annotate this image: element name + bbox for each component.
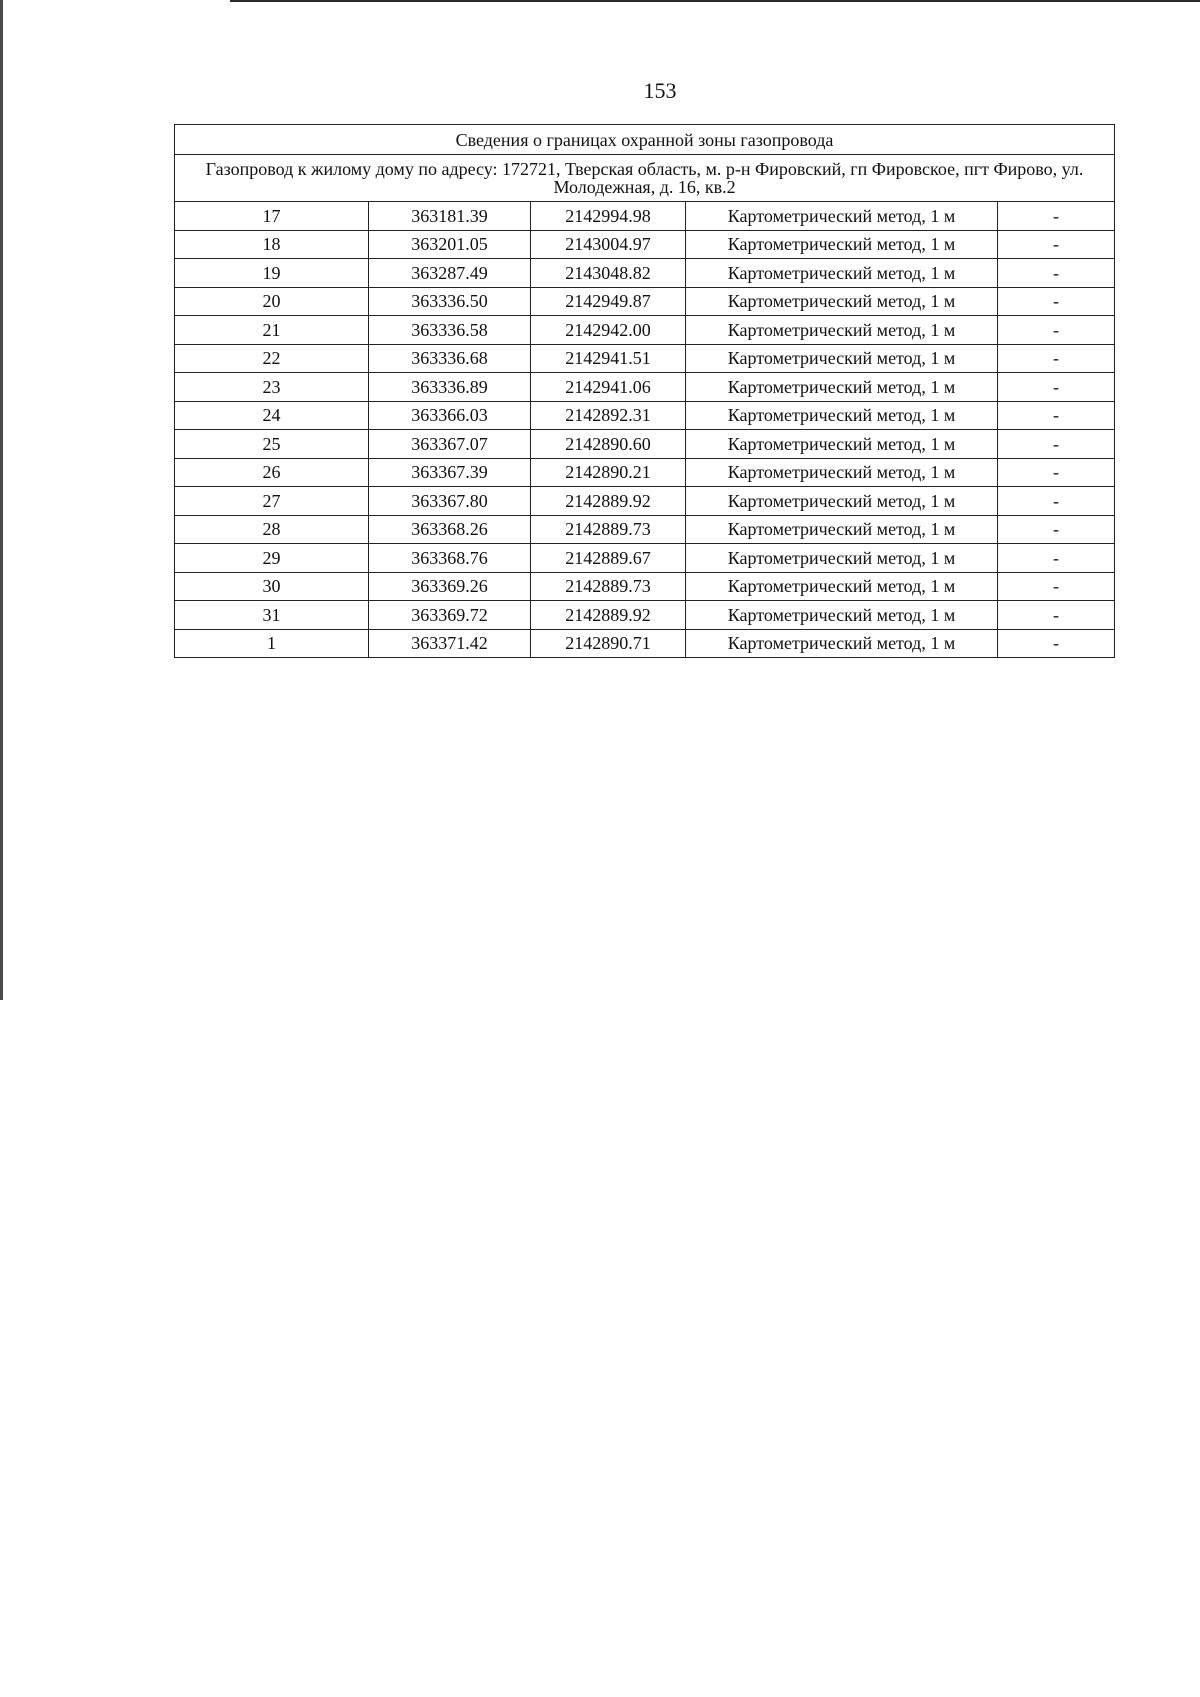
table-row — [175, 629, 1115, 658]
table-title-row — [175, 125, 1115, 155]
y-coordinate-cell: 2143004.97 — [531, 230, 686, 259]
y-coordinate-cell: 2142892.31 — [531, 401, 686, 430]
y-coordinate-cell: 2142889.73 — [531, 515, 686, 544]
x-coordinate-cell: 363368.26 — [369, 515, 531, 544]
method-cell: Картометрический метод, 1 м — [686, 458, 998, 487]
note-cell: - — [998, 544, 1115, 573]
method-cell: Картометрический метод, 1 м — [686, 287, 998, 316]
method-cell: Картометрический метод, 1 м — [686, 344, 998, 373]
point-number-cell: 20 — [175, 287, 369, 316]
scan-edge-left — [0, 0, 3, 1000]
method-cell: Картометрический метод, 1 м — [686, 544, 998, 573]
note-cell: - — [998, 487, 1115, 516]
x-coordinate-cell: 363336.50 — [369, 287, 531, 316]
point-number-cell: 22 — [175, 344, 369, 373]
table-row — [175, 287, 1115, 316]
point-number-cell: 23 — [175, 373, 369, 402]
point-number-cell: 17 — [175, 202, 369, 231]
method-cell: Картометрический метод, 1 м — [686, 601, 998, 630]
note-cell: - — [998, 601, 1115, 630]
method-cell: Картометрический метод, 1 м — [686, 430, 998, 459]
x-coordinate-cell: 363367.39 — [369, 458, 531, 487]
point-number-cell: 24 — [175, 401, 369, 430]
x-coordinate-cell: 363367.07 — [369, 430, 531, 459]
method-cell: Картометрический метод, 1 м — [686, 515, 998, 544]
method-cell: Картометрический метод, 1 м — [686, 401, 998, 430]
point-number-cell: 26 — [175, 458, 369, 487]
point-number-cell: 28 — [175, 515, 369, 544]
table-subtitle-row — [175, 155, 1115, 202]
x-coordinate-cell: 363336.68 — [369, 344, 531, 373]
y-coordinate-cell: 2142949.87 — [531, 287, 686, 316]
scan-edge-top — [230, 0, 1200, 2]
table-row — [175, 401, 1115, 430]
method-cell: Картометрический метод, 1 м — [686, 572, 998, 601]
note-cell: - — [998, 572, 1115, 601]
note-cell: - — [998, 401, 1115, 430]
note-cell: - — [998, 629, 1115, 658]
method-cell: Картометрический метод, 1 м — [686, 230, 998, 259]
method-cell: Картометрический метод, 1 м — [686, 202, 998, 231]
y-coordinate-cell: 2142994.98 — [531, 202, 686, 231]
table-row — [175, 487, 1115, 516]
y-coordinate-cell: 2142889.67 — [531, 544, 686, 573]
x-coordinate-cell: 363181.39 — [369, 202, 531, 231]
y-coordinate-cell: 2142941.51 — [531, 344, 686, 373]
x-coordinate-cell: 363336.89 — [369, 373, 531, 402]
y-coordinate-cell: 2142890.21 — [531, 458, 686, 487]
table-row — [175, 515, 1115, 544]
x-coordinate-cell: 363287.49 — [369, 259, 531, 288]
method-cell: Картометрический метод, 1 м — [686, 487, 998, 516]
method-cell: Картометрический метод, 1 м — [686, 259, 998, 288]
y-coordinate-cell: 2142889.92 — [531, 487, 686, 516]
note-cell: - — [998, 259, 1115, 288]
table-row — [175, 373, 1115, 402]
point-number-cell: 30 — [175, 572, 369, 601]
table-body — [175, 125, 1115, 658]
table-title: Сведения о границах охранной зоны газопровода — [175, 125, 1115, 155]
table-row — [175, 430, 1115, 459]
table-row — [175, 202, 1115, 231]
note-cell: - — [998, 373, 1115, 402]
note-cell: - — [998, 287, 1115, 316]
note-cell: - — [998, 515, 1115, 544]
x-coordinate-cell: 363366.03 — [369, 401, 531, 430]
note-cell: - — [998, 458, 1115, 487]
method-cell: Картометрический метод, 1 м — [686, 373, 998, 402]
note-cell: - — [998, 344, 1115, 373]
y-coordinate-cell: 2142890.60 — [531, 430, 686, 459]
table-row — [175, 572, 1115, 601]
note-cell: - — [998, 230, 1115, 259]
point-number-cell: 1 — [175, 629, 369, 658]
point-number-cell: 19 — [175, 259, 369, 288]
y-coordinate-cell: 2142941.06 — [531, 373, 686, 402]
table-row — [175, 544, 1115, 573]
point-number-cell: 21 — [175, 316, 369, 345]
boundary-table — [174, 124, 1115, 658]
x-coordinate-cell: 363336.58 — [369, 316, 531, 345]
x-coordinate-cell: 363369.72 — [369, 601, 531, 630]
table-row — [175, 344, 1115, 373]
x-coordinate-cell: 363368.76 — [369, 544, 531, 573]
y-coordinate-cell: 2142889.73 — [531, 572, 686, 601]
note-cell: - — [998, 430, 1115, 459]
x-coordinate-cell: 363371.42 — [369, 629, 531, 658]
method-cell: Картометрический метод, 1 м — [686, 629, 998, 658]
y-coordinate-cell: 2143048.82 — [531, 259, 686, 288]
point-number-cell: 31 — [175, 601, 369, 630]
table-row — [175, 458, 1115, 487]
point-number-cell: 27 — [175, 487, 369, 516]
point-number-cell: 18 — [175, 230, 369, 259]
table-row — [175, 316, 1115, 345]
x-coordinate-cell: 363367.80 — [369, 487, 531, 516]
note-cell: - — [998, 316, 1115, 345]
table-row — [175, 230, 1115, 259]
x-coordinate-cell: 363201.05 — [369, 230, 531, 259]
table-row — [175, 259, 1115, 288]
point-number-cell: 25 — [175, 430, 369, 459]
page-number: 153 — [643, 78, 677, 103]
y-coordinate-cell: 2142890.71 — [531, 629, 686, 658]
x-coordinate-cell: 363369.26 — [369, 572, 531, 601]
table-subtitle: Газопровод к жилому дому по адресу: 172721, Тверская область, м. р-н Фировский, гп Фировское, пгт Фирово, ул. Молодежная, д. 16, кв.2 — [175, 155, 1115, 202]
point-number-cell: 29 — [175, 544, 369, 573]
method-cell: Картометрический метод, 1 м — [686, 316, 998, 345]
note-cell: - — [998, 202, 1115, 231]
y-coordinate-cell: 2142942.00 — [531, 316, 686, 345]
y-coordinate-cell: 2142889.92 — [531, 601, 686, 630]
table-row — [175, 601, 1115, 630]
